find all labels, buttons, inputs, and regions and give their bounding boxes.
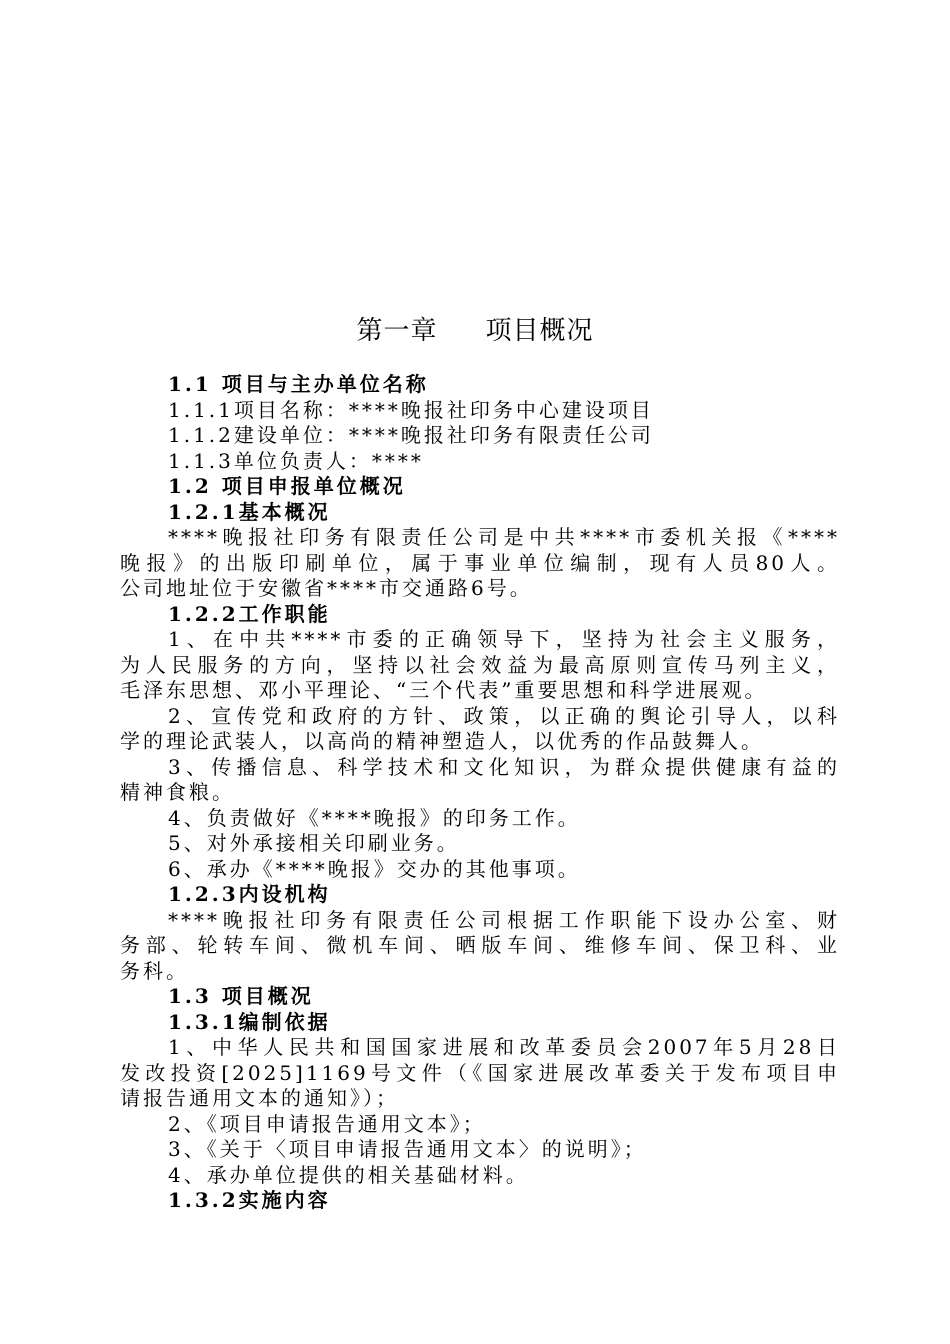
paragraph-duty-2 xyxy=(120,704,840,755)
paragraph-basis-1 xyxy=(120,1035,840,1112)
item-project-name: 1.1.1项目名称：****晚报社印务中心建设项目 xyxy=(168,397,654,422)
paragraph-line: 学的理论武装人，以高尚的精神塑造人，以优秀的作品鼓舞人。 xyxy=(120,729,764,753)
paragraph-duty-4: 4、负责做好《****晚报》的印务工作。 xyxy=(168,805,581,830)
paragraph-basis-3: 3、《关于〈项目申请报告通用文本〉的说明》； xyxy=(168,1137,647,1161)
subsection-heading-1-2-2: 1.2.2工作职能 xyxy=(168,601,331,626)
paragraph-internal-structure xyxy=(120,908,840,985)
paragraph-line: 2、宣传党和政府的方针、政策，以正确的舆论引导人，以科 xyxy=(168,703,840,728)
paragraph-line: 3、传播信息、科学技术和文化知识，为群众提供健康有益的 xyxy=(168,754,840,779)
subsection-heading-1-3-1: 1.3.1编制依据 xyxy=(168,1009,331,1034)
document-body xyxy=(120,372,840,1214)
paragraph-line: 务部、轮转车间、微机车间、晒版车间、维修车间、保卫科、业 xyxy=(120,933,840,957)
paragraph-line: 务科。 xyxy=(120,958,189,983)
paragraph-duty-1 xyxy=(120,627,840,704)
section-heading-1-3: 1.3 项目概况 xyxy=(168,984,314,1008)
paragraph-line: 1、在中共****市委的正确领导下，坚持为社会主义服务， xyxy=(168,627,840,651)
subsection-heading-1-2-1: 1.2.1基本概况 xyxy=(168,499,331,524)
chapter-number: 第一章 xyxy=(356,316,438,346)
paragraph-line: 请报告通用文本的通知》）； xyxy=(120,1086,399,1110)
paragraph-line: 公司地址位于安徽省****市交通路6号。 xyxy=(120,576,533,600)
paragraph-line: 晚报》的出版印刷单位，属于事业单位编制，现有人员80人。 xyxy=(120,550,840,575)
chapter-title xyxy=(0,310,950,347)
paragraph-line: 精神食粮。 xyxy=(120,780,235,804)
paragraph-duty-3 xyxy=(120,755,840,806)
paragraph-line: 毛泽东思想、邓小平理论、“三个代表”重要思想和科学进展观。 xyxy=(120,678,768,702)
paragraph-line: ****晚报社印务有限责任公司根据工作职能下设办公室、财 xyxy=(168,907,840,932)
section-heading-1-1: 1.1 项目与主办单位名称 xyxy=(168,372,429,396)
section-heading-1-2: 1.2 项目申报单位概况 xyxy=(168,474,406,498)
paragraph-line: 为人民服务的方向，坚持以社会效益为最高原则宣传马列主义， xyxy=(120,652,840,677)
item-unit-leader: 1.1.3单位负责人：**** xyxy=(168,448,424,473)
paragraph-line: 1、中华人民共和国国家进展和改革委员会2007年5月28日 xyxy=(168,1035,840,1059)
item-construction-unit: 1.1.2建设单位：****晚报社印务有限责任公司 xyxy=(168,423,654,447)
paragraph-basis-4: 4、承办单位提供的相关基础材料。 xyxy=(168,1162,529,1187)
paragraph-duty-5: 5、对外承接相关印刷业务。 xyxy=(168,831,460,855)
paragraph-duty-6: 6、承办《****晚报》交办的其他事项。 xyxy=(168,856,581,881)
subsection-heading-1-2-3: 1.2.3内设机构 xyxy=(168,882,331,906)
paragraph-line: 发改投资[2025]1169号文件（《国家进展改革委关于发布项目申 xyxy=(120,1060,840,1085)
paragraph-line: ****晚报社印务有限责任公司是中共****市委机关报《**** xyxy=(168,525,840,549)
chapter-name: 项目概况 xyxy=(485,316,594,346)
subsection-heading-1-3-2: 1.3.2实施内容 xyxy=(168,1188,331,1212)
paragraph-basic-overview xyxy=(120,525,840,602)
paragraph-basis-2: 2、《项目申请报告通用文本》； xyxy=(168,1111,486,1136)
